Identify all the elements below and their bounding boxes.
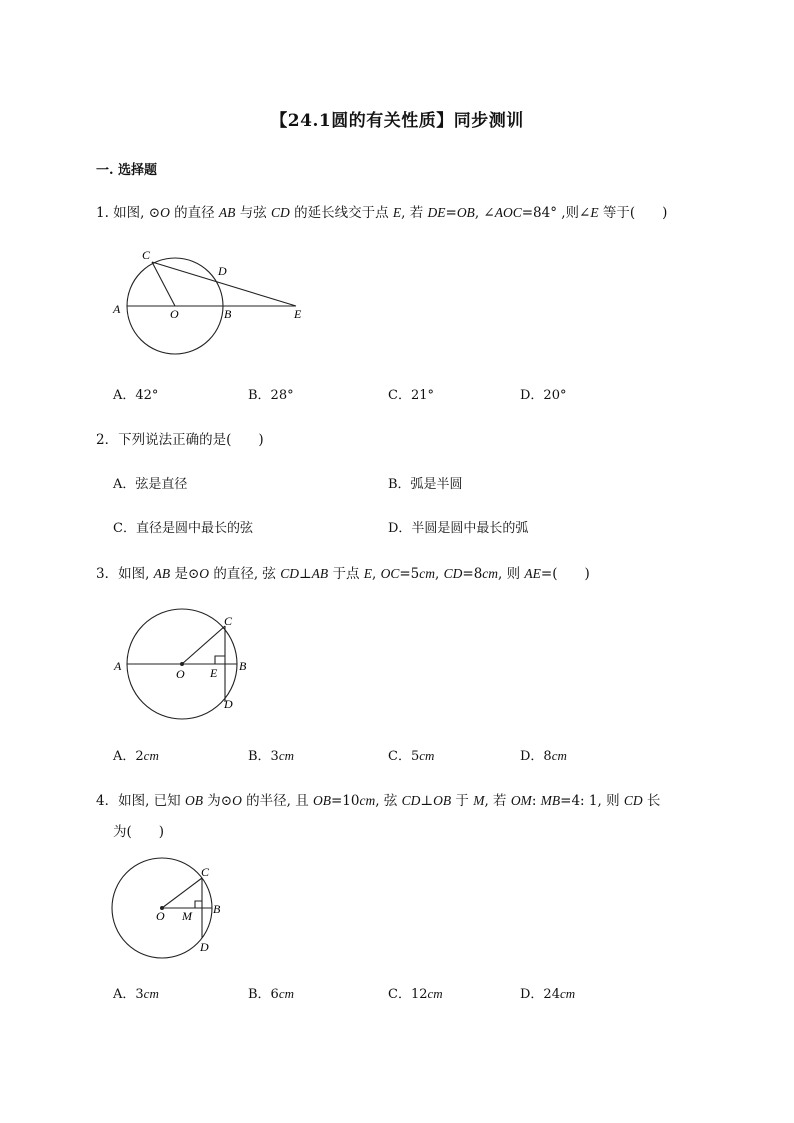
option-b[interactable] — [248, 983, 294, 1002]
option-d[interactable]: D．半圆是圆中最长的弧 — [388, 521, 529, 536]
q3-label-c: C — [224, 614, 233, 628]
q3-text-part: 于点 — [328, 566, 364, 582]
q3-var: AE — [524, 566, 541, 581]
q1-text-part: 1. 如图, ⊙ — [96, 205, 161, 221]
q3-var: CD — [280, 566, 299, 581]
option-a[interactable]: A．42° — [113, 388, 159, 403]
q4-var: CD — [623, 793, 643, 808]
q4-var: OB — [184, 793, 203, 808]
q4-text-part: , 若 — [484, 793, 511, 809]
option-b[interactable] — [248, 745, 294, 764]
q3-var: O — [199, 566, 210, 581]
q4-line-oc — [162, 878, 202, 908]
q3-text-part: , 则 — [498, 566, 525, 582]
option-letter: B．3 — [248, 749, 279, 764]
question-2-text: 2．下列说法正确的是( ) — [96, 432, 264, 448]
q1-label-a: A — [113, 302, 121, 316]
question-3-figure — [100, 608, 265, 723]
option-c[interactable] — [388, 745, 434, 764]
q4-right-angle-mark — [195, 901, 202, 908]
q1-var: DE — [427, 205, 446, 220]
q3-text-part: =( ) — [540, 566, 590, 582]
option-d[interactable] — [520, 745, 567, 764]
q4-var: OM — [510, 793, 532, 808]
q3-var: AB — [153, 566, 171, 581]
q1-text-part: 与弦 — [235, 205, 272, 221]
page-title: 【24.1圆的有关性质】同步测训 — [270, 111, 524, 131]
q4-text-part: : — [531, 793, 541, 809]
question-4-figure — [105, 852, 235, 962]
q1-text-part: 的延长线交于点 — [289, 205, 393, 221]
q4-text-part: =10 — [331, 793, 360, 809]
option-letter: D．24 — [520, 987, 560, 1002]
q3-text-part: , — [372, 566, 381, 582]
q1-text-part: 等于( ) — [598, 205, 668, 221]
q4-text-part: ⊥ — [420, 793, 434, 809]
q4-var: OB — [433, 793, 452, 808]
option-d[interactable]: D．20° — [520, 388, 567, 403]
option-unit: cm — [143, 986, 159, 1001]
q1-label-b: B — [224, 307, 232, 321]
q1-label-c: C — [142, 248, 151, 262]
q4-unit: cm — [359, 793, 376, 808]
option-b[interactable]: B．弧是半圆 — [388, 477, 463, 492]
option-a[interactable] — [113, 983, 159, 1002]
option-letter: B．6 — [248, 987, 279, 1002]
option-unit: cm — [419, 748, 435, 763]
q3-text-part: 是⊙ — [170, 566, 200, 582]
q3-text-part: =8 — [462, 566, 483, 582]
option-unit: cm — [427, 986, 443, 1001]
q3-text-part: , — [435, 566, 444, 582]
q4-text-part: 4．如图, 已知 — [96, 793, 185, 809]
option-c[interactable] — [388, 983, 443, 1002]
q3-var: AB — [311, 566, 329, 581]
option-letter: C．12 — [388, 987, 428, 1002]
question-4-text-line2: 为( ) — [113, 824, 165, 840]
q3-text-part: 的直径, 弦 — [209, 566, 281, 582]
q3-text-part: =5 — [399, 566, 420, 582]
q1-label-o: O — [170, 307, 179, 321]
option-letter: D．8 — [520, 749, 552, 764]
q3-line-oc — [182, 626, 225, 664]
q1-var: AB — [218, 205, 236, 220]
question-1-text — [96, 201, 667, 221]
q4-var: O — [232, 793, 242, 808]
q4-text-part: 长 — [642, 793, 661, 809]
q4-text-part: 为⊙ — [202, 793, 233, 809]
option-b[interactable]: B．28° — [248, 388, 294, 403]
option-d[interactable] — [520, 983, 575, 1002]
option-a[interactable] — [113, 745, 159, 764]
option-unit: cm — [278, 748, 294, 763]
q3-unit: cm — [482, 566, 499, 581]
q1-var: CD — [271, 205, 290, 220]
option-unit: cm — [143, 748, 159, 763]
q3-text-part: 3．如图, — [96, 566, 154, 582]
q3-var: CD — [443, 566, 463, 581]
q4-label-m: M — [182, 909, 192, 923]
q3-unit: cm — [419, 566, 436, 581]
q3-label-d: D — [224, 697, 233, 711]
q4-label-o: O — [156, 909, 165, 923]
q4-text-part: =4: 1, 则 — [560, 793, 624, 809]
question-4-text — [96, 789, 660, 809]
q1-line-oc — [152, 262, 175, 306]
option-letter: A．3 — [113, 987, 144, 1002]
q3-label-o: O — [176, 667, 185, 681]
q4-var: M — [473, 793, 485, 808]
question-1-figure — [100, 240, 320, 365]
q3-right-angle-mark — [215, 656, 225, 664]
option-unit: cm — [551, 748, 567, 763]
question-3-text — [96, 562, 590, 582]
q3-label-e: E — [210, 666, 218, 680]
section-heading: 一. 选择题 — [96, 163, 158, 178]
q4-label-b: B — [213, 902, 221, 916]
q1-var: E — [392, 205, 402, 220]
q1-text-part: = — [445, 205, 457, 221]
q1-var: AOC — [494, 205, 522, 220]
q1-var: E — [590, 205, 599, 220]
q4-var: CD — [401, 793, 421, 808]
q4-text-part: 的半径, 且 — [241, 793, 313, 809]
q3-var: OC — [380, 566, 400, 581]
q3-label-a: A — [114, 659, 122, 673]
q3-var: E — [363, 566, 373, 581]
option-unit: cm — [278, 986, 294, 1001]
q1-var: O — [160, 205, 170, 220]
option-letter: C．5 — [388, 749, 420, 764]
q1-text-part: , 若 — [401, 205, 428, 221]
q1-label-d: D — [218, 264, 227, 278]
q4-text-part: 于 — [451, 793, 474, 809]
q1-text-part: , ∠ — [474, 205, 495, 221]
q3-label-b: B — [239, 659, 247, 673]
q1-geometry — [127, 258, 296, 354]
option-letter: A．2 — [113, 749, 144, 764]
option-c[interactable]: C．21° — [388, 388, 434, 403]
option-unit: cm — [559, 986, 576, 1001]
option-c[interactable]: C．直径是圆中最长的弦 — [113, 521, 253, 536]
q4-label-c: C — [201, 865, 210, 879]
q3-text-part: ⊥ — [298, 566, 312, 582]
q4-var: MB — [540, 793, 561, 808]
option-a[interactable]: A．弦是直径 — [113, 477, 188, 492]
q4-label-d: D — [200, 940, 209, 954]
q1-var: OB — [456, 205, 475, 220]
q4-var: OB — [313, 793, 331, 808]
q3-center-dot — [180, 662, 184, 666]
q1-text-part: =84° ,则∠ — [521, 205, 591, 221]
q1-text-part: 的直径 — [169, 205, 219, 221]
q4-text-part: , 弦 — [375, 793, 402, 809]
q1-label-e: E — [294, 307, 302, 321]
